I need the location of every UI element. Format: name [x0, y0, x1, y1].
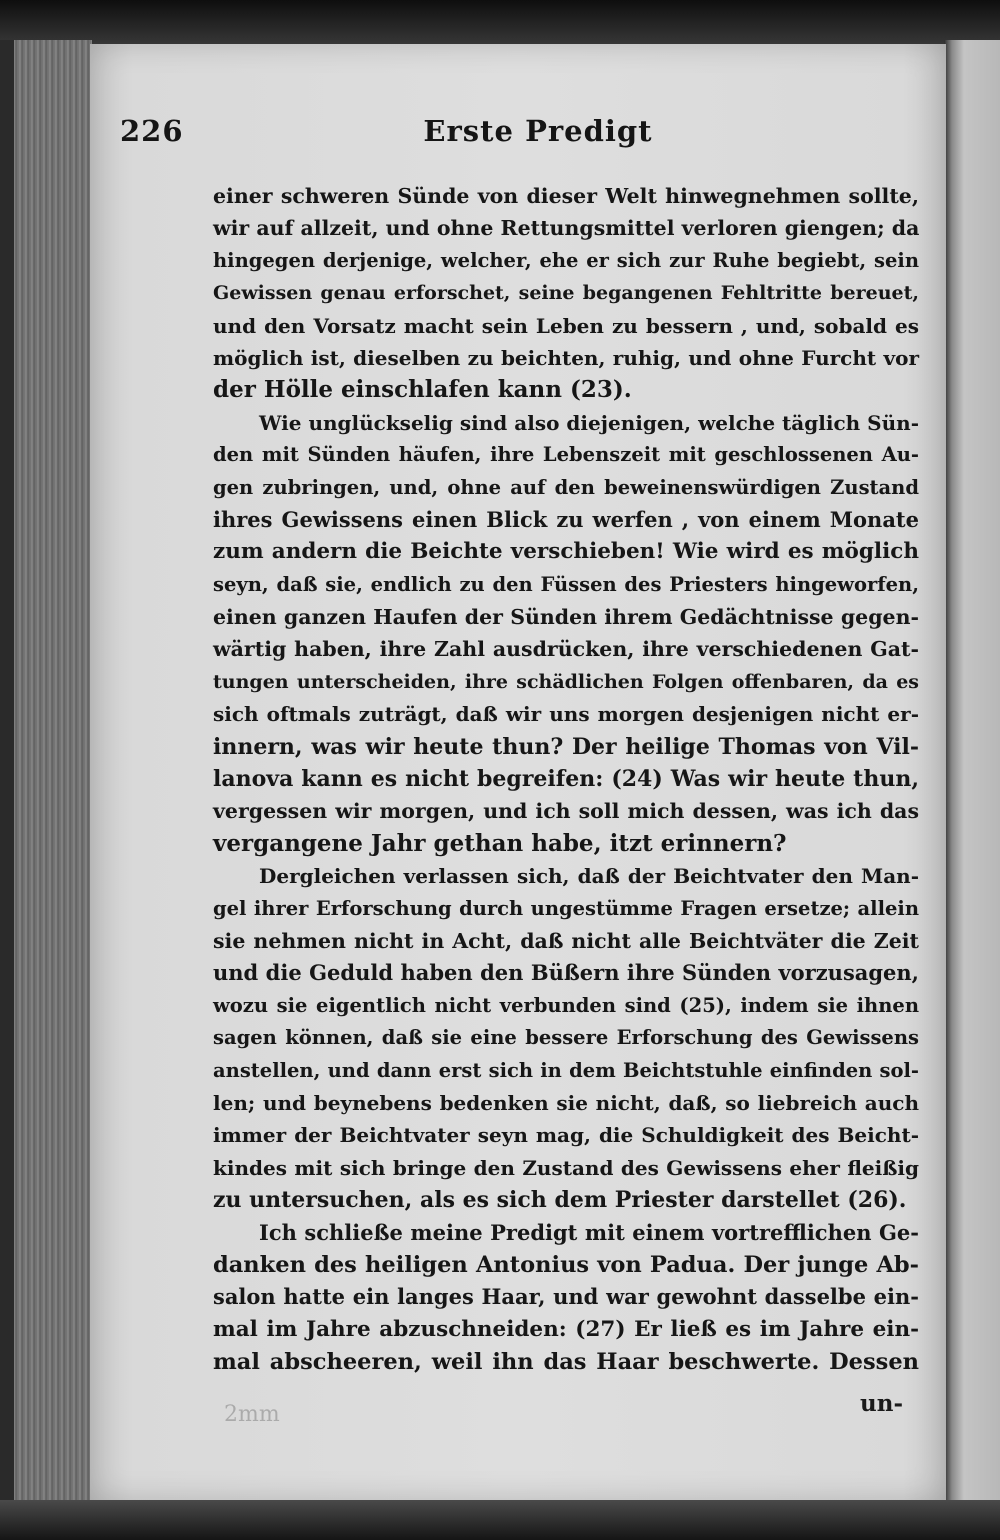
text-line: Dergleichen verlassen sich, daß der Beichtvater den Man-: [259, 864, 919, 889]
text-line: wozu sie eigentlich nicht verbunden sind (25), indem sie ihnen: [213, 993, 919, 1017]
text-line: Wie unglückselig sind also diejenigen, welche täglich Sün-: [259, 410, 919, 435]
scan-bottom-border: [0, 1500, 1000, 1540]
text-line: sagen können, daß sie eine bessere Erforschung des Gewissens: [213, 1026, 919, 1050]
text-line: gel ihrer Erforschung durch ungestümme Fragen ersetze; allein: [213, 896, 919, 920]
text-line: danken des heiligen Antonius von Padua. Der junge Ab-: [213, 1251, 919, 1278]
facing-page-edge: [944, 40, 1000, 1500]
text-line: einer schweren Sünde von dieser Welt hinwegnehmen sollte,: [213, 184, 919, 208]
text-line: tungen unterscheiden, ihre schädlichen Folgen offenbaren, da es: [213, 670, 919, 693]
text-line: kindes mit sich bringe den Zustand des Gewissens eher fleißig: [213, 1155, 919, 1180]
text-line: hingegen derjenige, welcher, ehe er sich zur Ruhe begiebt, sein: [213, 248, 919, 272]
text-line: sie nehmen nicht in Acht, daß nicht alle Beichtväter die Zeit: [213, 928, 919, 953]
catchword: un-: [860, 1390, 903, 1417]
text-line: immer der Beichtvater seyn mag, die Schuldigkeit des Beicht-: [213, 1123, 919, 1148]
text-line: zu untersuchen, als es sich dem Priester darstellet (26).: [213, 1187, 907, 1214]
text-line: sich oftmals zuträgt, daß wir uns morgen desjenigen nicht er-: [213, 702, 919, 727]
text-line: der Hölle einschlafen kann (23).: [213, 376, 632, 404]
scan-top-border: [0, 0, 1000, 48]
text-line: möglich ist, dieselben zu beichten, ruhig, und ohne Furcht vor: [213, 345, 919, 370]
page-number: 226: [120, 114, 184, 148]
page-header: [118, 114, 918, 154]
book-spine-shadow: [0, 40, 14, 1500]
text-line: Ich schließe meine Predigt mit einem vortrefflichen Ge-: [259, 1219, 919, 1245]
running-head: Erste Predigt: [423, 114, 653, 148]
text-line: ihres Gewissens einen Blick zu werfen , von einem Monate: [213, 506, 919, 532]
text-line: innern, was wir heute thun? Der heilige Thomas von Vil-: [213, 733, 919, 760]
text-line: einen ganzen Haufen der Sünden ihrem Gedächtnisse gegen-: [213, 605, 919, 630]
text-line: vergangene Jahr gethan habe, itzt erinnern?: [213, 829, 787, 857]
text-line: salon hatte ein langes Haar, und war gewohnt dasselbe ein-: [213, 1284, 919, 1310]
text-line: mal abscheeren, weil ihn das Haar beschwerte. Dessen: [213, 1349, 919, 1376]
text-line: gen zubringen, und, ohne auf den beweinenswürdigen Zustand: [213, 475, 919, 499]
text-line: wärtig haben, ihre Zahl ausdrücken, ihre verschiedenen Gat-: [213, 637, 919, 662]
body-text: [213, 180, 919, 1378]
text-line: seyn, daß sie, endlich zu den Füssen des Priesters hingeworfen,: [213, 572, 919, 596]
text-line: len; und beynebens bedenken sie nicht, daß, so liebreich auch: [213, 1090, 919, 1115]
text-line: und den Vorsatz macht sein Leben zu bessern , und, sobald es: [213, 313, 919, 338]
text-line: Gewissen genau erforschet, seine begangenen Fehltritte bereuet,: [213, 282, 919, 305]
text-line: mal im Jahre abzuschneiden: (27) Er ließ es im Jahre ein-: [213, 1316, 919, 1342]
text-line: den mit Sünden häufen, ihre Lebenszeit mit geschlossenen Au-: [213, 443, 919, 467]
text-line: anstellen, und dann erst sich in dem Beichtstuhle einfinden sol-: [213, 1058, 919, 1082]
text-line: vergessen wir morgen, und ich soll mich dessen, was ich das: [213, 799, 919, 824]
text-line: wir auf allzeit, und ohne Rettungsmittel verloren giengen; da: [213, 216, 920, 241]
signature-mark: 2mm: [224, 1402, 280, 1427]
text-line: zum andern die Beichte verschieben! Wie wird es möglich: [213, 539, 919, 565]
text-line: lanova kann es nicht begreifen: (24) Was wir heute thun,: [213, 766, 919, 793]
text-line: und die Geduld haben den Büßern ihre Sünden vorzusagen,: [213, 960, 919, 986]
